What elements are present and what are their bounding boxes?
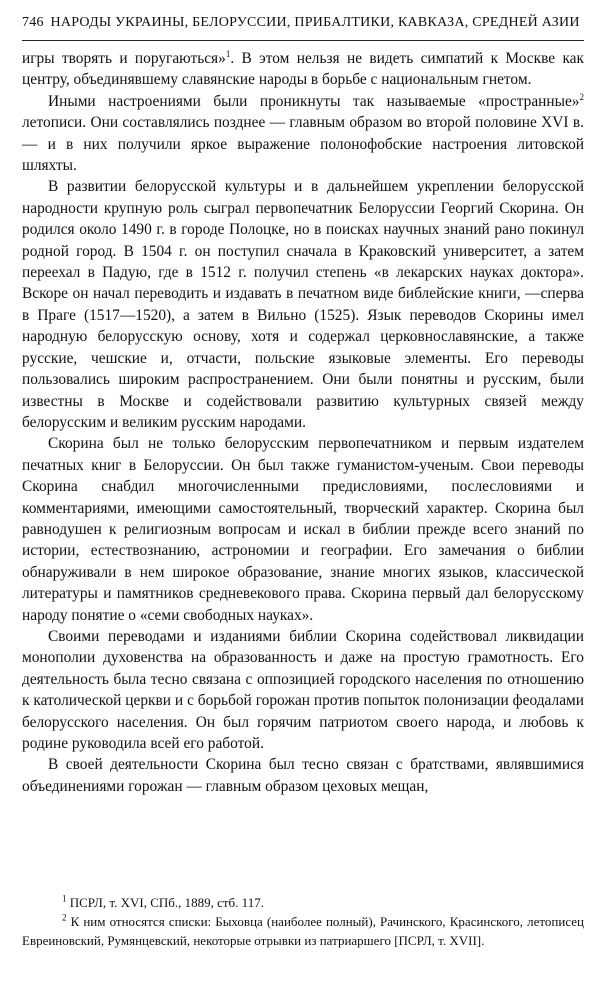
footnote-1: $^1$ ПСРЛ, т. XVI, СПб., 1889, стб. 117. [62, 893, 264, 910]
footnote-ref-2: 2 [579, 91, 584, 102]
page-number: 746 [22, 15, 44, 30]
footnote-2: $^2$ К ним относятся списки: Быховца (наиболее полный), Рачинского, Красинского, летописец Евреиновский, Румянцевский, некоторые отрывки из патриаршего [ПСРЛ, т. XVII]. [22, 912, 584, 948]
paragraph-6: В своей деятельности Скорина был тесно связан с братствами, являвшимися объединениями горожан — главным образом цеховых мещан, [22, 756, 584, 795]
paragraph-2: Иными настроениями были проникнуты так называемые «пространные»$^2$ летописи. Они составлялись позднее — главным образом во второй половине XVI в.— и в них получили яркое выражение полонофобские настроения литовской шляхты. [22, 91, 584, 175]
paragraph-3: В развитии белорусской культуры и в дальнейшем укреплении белорусской народности крупную роль сыграл первопечатник Белоруссии Георгий Скорина. Он родился около 1490 г. в городе Полоцке, но в поисках научных знаний рано покинул родной город. В 1504 г. он поступил сначала в Краковский университет, а затем переехал в Падую, где в 1512 г. получил степень «в лекарских науках доктора». Вскоре он начал переводить и издавать в печатном виде библейские книги, —сперва в Праге (1517—1520), а затем в Вильно (1525). Язык переводов Скорины имел народную белорусскую основу, хотя и содержал церковнославянские, а также русские, чешские и, отчасти, польские языковые элементы. Его переводы пользовались широким распространением. Они были понятны и русским, были известны в Москве и содействовали развитию культурных связей между белорусским и великим русским народами. [22, 178, 584, 431]
footnotes [22, 893, 584, 950]
header-rule [22, 40, 584, 41]
paragraph-4: Скорина был не только белорусским первопечатником и первым издателем печатных книг в Белоруссии. Он был также гуманистом-ученым. Свои переводы Скорина снабдил многочисленными предисловиями, послесловиями и комментариями, имеющими самостоятельный, творческий характер. Скорина был равнодушен к религиозным вопросам и искал в библии прежде всего знаний по истории, естествознанию, астрономии и географии. Его замечания о библии обнаруживали в нем широкое образование, знание многих языков, классической литературы и памятников средневекового права. Скорина первый дал белорусскому народу понятие о «семи свободных науках». [22, 435, 584, 624]
paragraph-1: игры творять и поругаються»$^1$. В этом нельзя не видеть симпатий к Москве как центру, объединявшему славянские народы в борьбе с национальным гнетом. [22, 48, 584, 89]
running-title: НАРОДЫ УКРАИНЫ, БЕЛОРУССИИ, ПРИБАЛТИКИ, КАВКАЗА, СРЕДНЕЙ АЗИИ [50, 15, 580, 30]
paragraph-5: Своими переводами и изданиями библии Скорина содействовал ликвидации монополии духовенства на образованность и даже на простую грамотность. Его деятельность была тесно связана с оппозицией городского населения по отношению к католической церкви и с борьбой горожан против попыток полонизации феодалами белорусского населения. Он был горячим патриотом своего народа, и любовь к родине руководила всей его работой. [22, 627, 584, 752]
footnote-marker-1: 1 [62, 893, 67, 904]
main-text [22, 48, 584, 797]
running-header [22, 15, 584, 31]
footnote-ref-1: 1 [225, 48, 231, 59]
footnote-marker-2: 2 [62, 912, 67, 923]
